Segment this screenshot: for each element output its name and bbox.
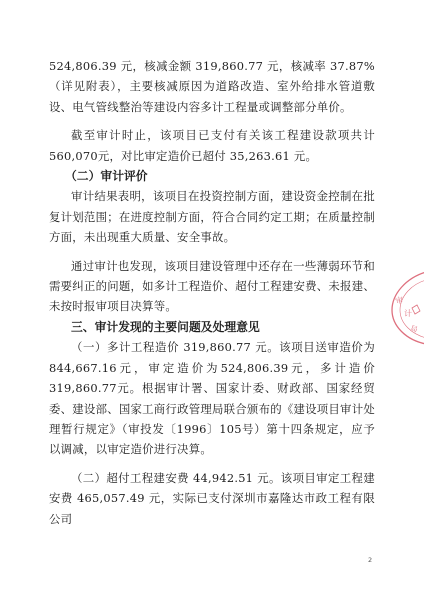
page-number: 2 <box>368 556 373 564</box>
paragraph-weaknesses: 通过审计也发现，该项目建设管理中还存在一些薄弱环节和需要纠正的问题，如多计工程造价、超付工程建安费、未报建、未按时报审项目决算等。 <box>49 258 375 314</box>
paragraph-audit-result: 524,806.39 元，核减金额 319,860.77 元，核减率 37.87%（详见附表），主要核减原因为道路改造、室外给排水管道敷设、电气管线整治等建设内容多计工程量或调整部分单价。 <box>49 59 375 114</box>
svg-text:计: 计 <box>404 309 412 318</box>
paragraph-evaluation: 审计结果表明，该项目在投资控制方面，建设资金控制在批复计划范围；在进度控制方面，符合合同约定工期；在质量控制方面，未出现重大质量、安全事故。 <box>49 189 375 245</box>
section-heading-audit-evaluation: （二）审计评价 <box>65 169 148 184</box>
section-heading-main-issues: 三、审计发现的主要问题及处理意见 <box>71 319 260 334</box>
paragraph-overstated-cost: （一）多计工程造价 319,860.77 元。该项目送审造价为844,667.16元，审定造价为524,806.39元，多计造价319,860.77元。根据审计署、国家计委、财政部、国家经贸委、建设部、国家工商行政管理局联合颁布的《建设项目审计处理暂行规定》（审投发〔1996〕105号）第十四条规定，应予以调减，以审定造价进行决算。 <box>49 340 375 457</box>
document-body <box>49 56 375 529</box>
official-seal-stamp <box>382 268 424 348</box>
svg-text:审: 审 <box>394 295 405 306</box>
svg-text:局: 局 <box>409 324 419 335</box>
paragraph-payment-status: 截至审计时止，该项目已支付有关该工程建设款项共计560,070元，对比审定造价已超付 35,263.61 元。 <box>49 128 375 163</box>
paragraph-overpaid-fee: （二）超付工程建安费 44,942.51 元。该项目审定工程建安费 465,057.49 元，实际已支付深圳市嘉隆达市政工程有限公司 <box>49 470 375 526</box>
